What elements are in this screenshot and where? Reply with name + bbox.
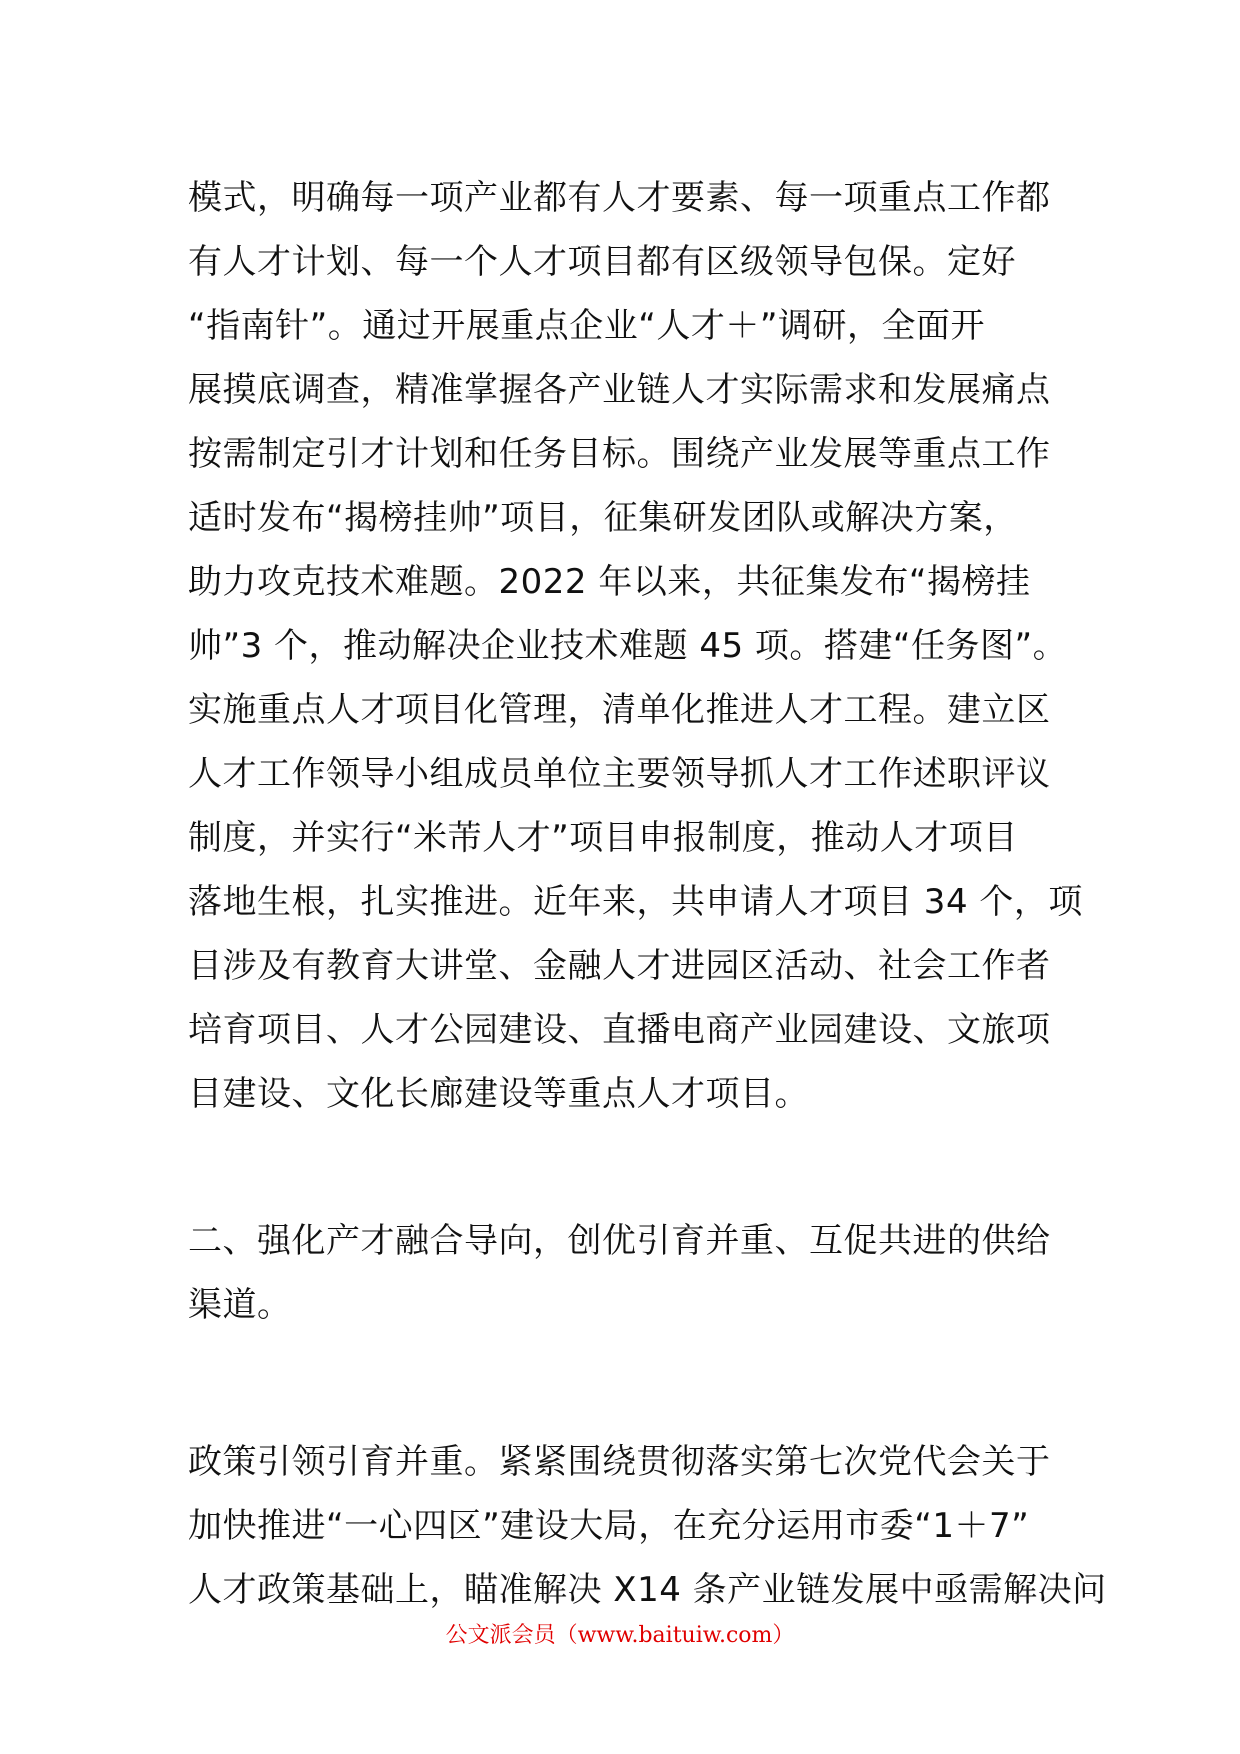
- section-heading: [188, 1209, 1068, 1337]
- text-line: 目涉及有教育大讲堂、金融人才进园区活动、社会工作者: [188, 946, 1051, 986]
- text-line: 模式，明确每一项产业都有人才要素、每一项重点工作都: [188, 178, 1051, 218]
- text-line: 按需制定引才计划和任务目标。围绕产业发展等重点工作: [188, 434, 1051, 474]
- text-line: 制度，并实行“米芾人才”项目申报制度，推动人才项目: [188, 818, 1018, 858]
- heading-line: 二、强化产才融合导向，创优引育并重、互促共进的供给: [188, 1221, 1051, 1261]
- text-line: 展摸底调查，精准掌握各产业链人才实际需求和发展痛点: [188, 370, 1051, 410]
- text-line: 培育项目、人才公园建设、直播电商产业园建设、文旅项: [188, 1010, 1051, 1050]
- text-line: 助力攻克技术难题。2022 年以来，共征集发布“揭榜挂: [188, 562, 1031, 602]
- text-line: 人才政策基础上，瞄准解决 X14 条产业链发展中亟需解决问: [188, 1570, 1107, 1610]
- body-paragraph: [188, 1430, 1107, 1622]
- text-line: 人才工作领导小组成员单位主要领导抓人才工作述职评议: [188, 754, 1051, 794]
- text-line: 政策引领引育并重。紧紧围绕贯彻落实第七次党代会关于: [188, 1442, 1051, 1482]
- text-line: 落地生根，扎实推进。近年来，共申请人才项目 34 个，项: [188, 882, 1083, 922]
- text-line: 加快推进“一心四区”建设大局，在充分运用市委“1＋7”: [188, 1506, 1030, 1546]
- text-line: 适时发布“揭榜挂帅”项目，征集研发团队或解决方案，: [188, 498, 1018, 538]
- text-line: 帅”3 个，推动解决企业技术难题 45 项。搭建“任务图”。: [188, 626, 1068, 666]
- footer-watermark: 公文派会员（www.baituiw.com）: [445, 1623, 795, 1648]
- heading-line: 渠道。: [188, 1285, 292, 1325]
- text-line: “指南针”。通过开展重点企业“人才＋”调研，全面开: [188, 306, 985, 346]
- text-line: 有人才计划、每一个人才项目都有区级领导包保。定好: [188, 242, 1016, 282]
- text-line: 实施重点人才项目化管理，清单化推进人才工程。建立区: [188, 690, 1051, 730]
- text-line: 目建设、文化长廊建设等重点人才项目。: [188, 1074, 809, 1114]
- body-paragraph: [188, 166, 1083, 1126]
